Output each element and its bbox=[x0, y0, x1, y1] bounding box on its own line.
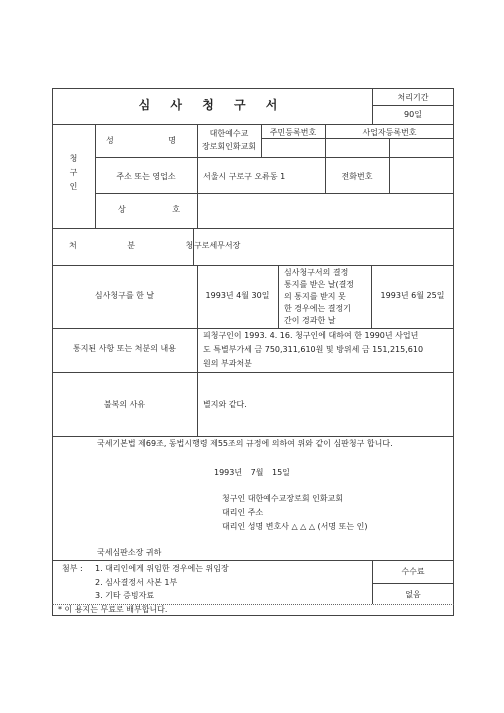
business-no-label: 사업자등록번호 bbox=[362, 128, 417, 137]
decision-note-line-1: 심사청구서의 결정 bbox=[284, 268, 349, 277]
attachments-label: 첨부 : bbox=[62, 564, 83, 573]
declaration-claimant: 청구인 대한예수교장로회 인화교회 bbox=[222, 494, 344, 503]
processing-period-label: 처리기간 bbox=[397, 93, 429, 102]
declaration-recipient: 국세심판소장 귀하 bbox=[97, 548, 162, 557]
address-label: 주소 또는 영업소 bbox=[116, 172, 176, 181]
footer-note: * 이 용지는 무료로 배부합니다. bbox=[58, 605, 168, 614]
phone-label: 전화번호 bbox=[341, 172, 373, 181]
disposition-line-2: 도 특별부가세 금 750,311,610원 및 방위세 금 151,215,610 bbox=[203, 345, 424, 354]
claimant-section-char-1: 청 bbox=[69, 154, 78, 163]
request-date-label: 심사청구를 한 날 bbox=[94, 291, 155, 300]
decision-note-line-3: 의 통지를 받지 못 bbox=[284, 292, 346, 301]
fee-label: 수수료 bbox=[401, 567, 425, 576]
name-label: 성 명 bbox=[106, 136, 176, 145]
resident-no-label: 주민등록번호 bbox=[269, 128, 317, 137]
disposition-label: 통지된 사항 또는 처분의 내용 bbox=[73, 344, 176, 353]
request-date-value: 1993년 4월 30일 bbox=[205, 291, 270, 300]
fee-value: 없음 bbox=[405, 590, 421, 599]
disposal-office-label: 처 분 청 bbox=[69, 241, 194, 250]
claimant-section-char-2: 구 bbox=[69, 168, 78, 177]
declaration-agent-name: 대리인 성명 변호사 △ △ △ (서명 또는 인) bbox=[222, 522, 368, 531]
attachment-item-1: 1. 대리인에게 위임한 경우에는 위임장 bbox=[95, 564, 229, 573]
claimant-name-line1: 대한예수교 bbox=[209, 129, 249, 138]
disposition-line-3: 원의 부과처분 bbox=[203, 359, 252, 368]
decision-note-line-4: 한 경우에는 결정기 bbox=[284, 304, 351, 313]
address-value: 서울시 구로구 오류동 1 bbox=[203, 172, 286, 181]
processing-period-value: 90일 bbox=[404, 110, 422, 119]
decision-note-line-5: 간이 경과한 날 bbox=[284, 316, 336, 325]
reason-value: 별지와 같다. bbox=[203, 400, 247, 409]
disposal-office-value: 구로세무서장 bbox=[194, 241, 241, 250]
form-title: 심 사 청 구 서 bbox=[138, 98, 286, 112]
decision-date-value: 1993년 6월 25일 bbox=[380, 291, 445, 300]
claimant-section-char-3: 인 bbox=[69, 182, 78, 191]
decision-note-line-2: 통지를 받은 날(결정 bbox=[284, 280, 355, 289]
declaration-agent-address: 대리인 주소 bbox=[222, 508, 264, 517]
trade-name-label: 상 호 bbox=[118, 205, 180, 214]
declaration-date: 1993년 7월 15일 bbox=[214, 468, 290, 477]
attachment-item-2: 2. 심사결정서 사본 1부 bbox=[95, 578, 178, 587]
disposition-line-1: 피청구인이 1993. 4. 16. 청구인에 대하여 한 1990년 사업년 bbox=[203, 331, 419, 340]
attachment-item-3: 3. 기타 증빙자료 bbox=[95, 591, 155, 600]
declaration-statement: 국세기본법 제69조, 동법시행령 제55조의 규정에 의하여 위와 같이 심판청구 합니다. bbox=[97, 439, 393, 448]
reason-label: 불복의 사유 bbox=[103, 400, 146, 409]
claimant-name-line2: 장로회인화교회 bbox=[201, 142, 257, 151]
